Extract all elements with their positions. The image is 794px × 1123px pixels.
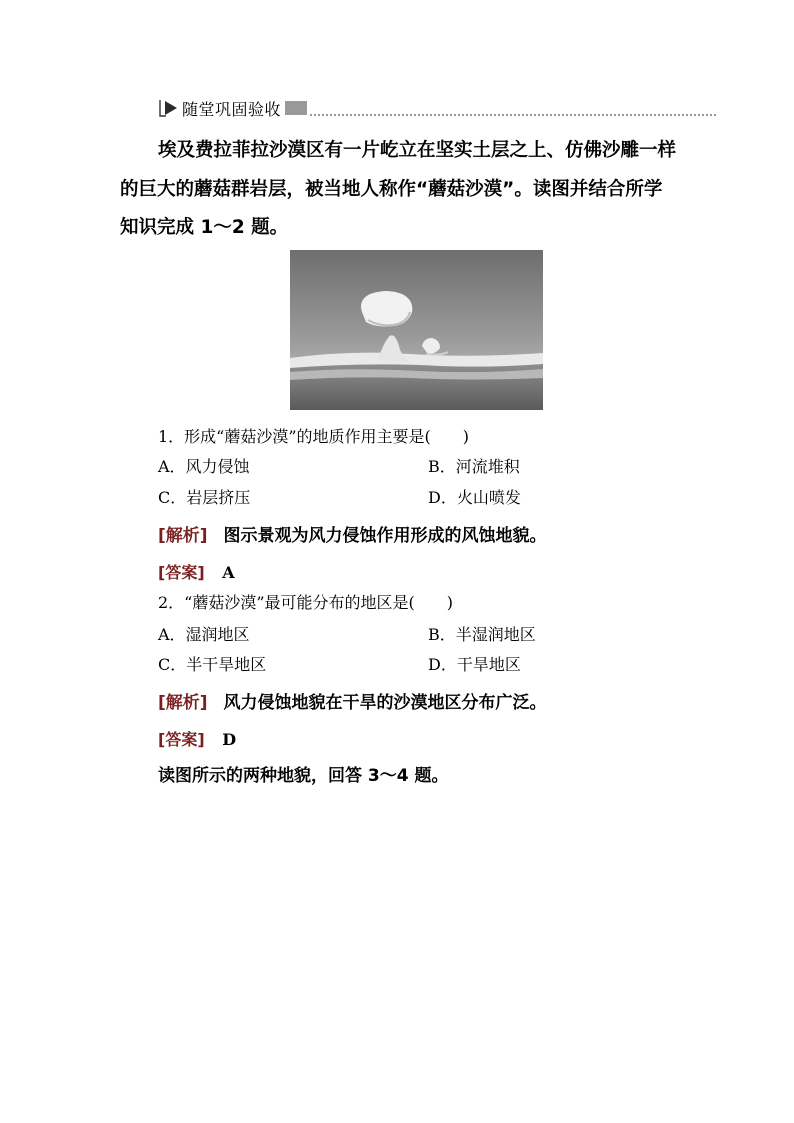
q2-analysis [158, 692, 546, 714]
q2-option-b: B．半湿润地区 [428, 625, 536, 644]
q2-analysis-tag: [解析] [158, 693, 208, 713]
q1-option-b: B．河流堆积 [428, 457, 520, 476]
q2-analysis-text: 风力侵蚀地貌在干旱的沙漠地区分布广泛。 [223, 693, 547, 713]
q2-option-c: C．半干旱地区 [158, 655, 267, 674]
q1-answer-value: A [222, 563, 235, 582]
q1-stem: 1．形成“蘑菇沙漠”的地质作用主要是( ) [158, 427, 470, 446]
section-title: 随堂巩固验收 [182, 99, 282, 119]
intro-line-3: 知识完成 1～2 题。 [120, 217, 289, 238]
intro-line-1: 埃及费拉菲拉沙漠区有一片屹立在坚实土层之上、仿佛沙雕一样 [158, 140, 677, 161]
header-dotted-rule [309, 114, 716, 116]
q2-option-d: D．干旱地区 [428, 655, 521, 674]
q1-analysis [158, 525, 546, 547]
q2-option-a: A．湿润地区 [158, 625, 250, 644]
q2-answer-tag: [答案] [158, 730, 205, 749]
q2-answer-value: D [222, 730, 237, 749]
play-arrow-icon [158, 98, 180, 118]
q1-option-a: A．风力侵蚀 [158, 457, 250, 476]
section-header [158, 97, 716, 119]
q1-answer-tag: [答案] [158, 563, 205, 582]
q1-analysis-text: 图示景观为风力侵蚀作用形成的风蚀地貌。 [223, 526, 547, 546]
q1-answer [158, 562, 235, 584]
q2-answer [158, 729, 236, 751]
q1-analysis-tag: [解析] [158, 526, 208, 546]
header-gray-block [285, 101, 307, 115]
closing-instruction: 读图所示的两种地貌，回答 3～4 题。 [158, 766, 449, 786]
q1-option-d: D．火山喷发 [428, 488, 521, 507]
q2-stem: 2．“蘑菇沙漠”最可能分布的地区是( ) [158, 593, 454, 612]
intro-line-2: 的巨大的蘑菇群岩层，被当地人称作“蘑菇沙漠”。读图并结合所学 [120, 179, 663, 200]
mushroom-rock-photo [290, 250, 543, 410]
q1-option-c: C．岩层挤压 [158, 488, 251, 507]
